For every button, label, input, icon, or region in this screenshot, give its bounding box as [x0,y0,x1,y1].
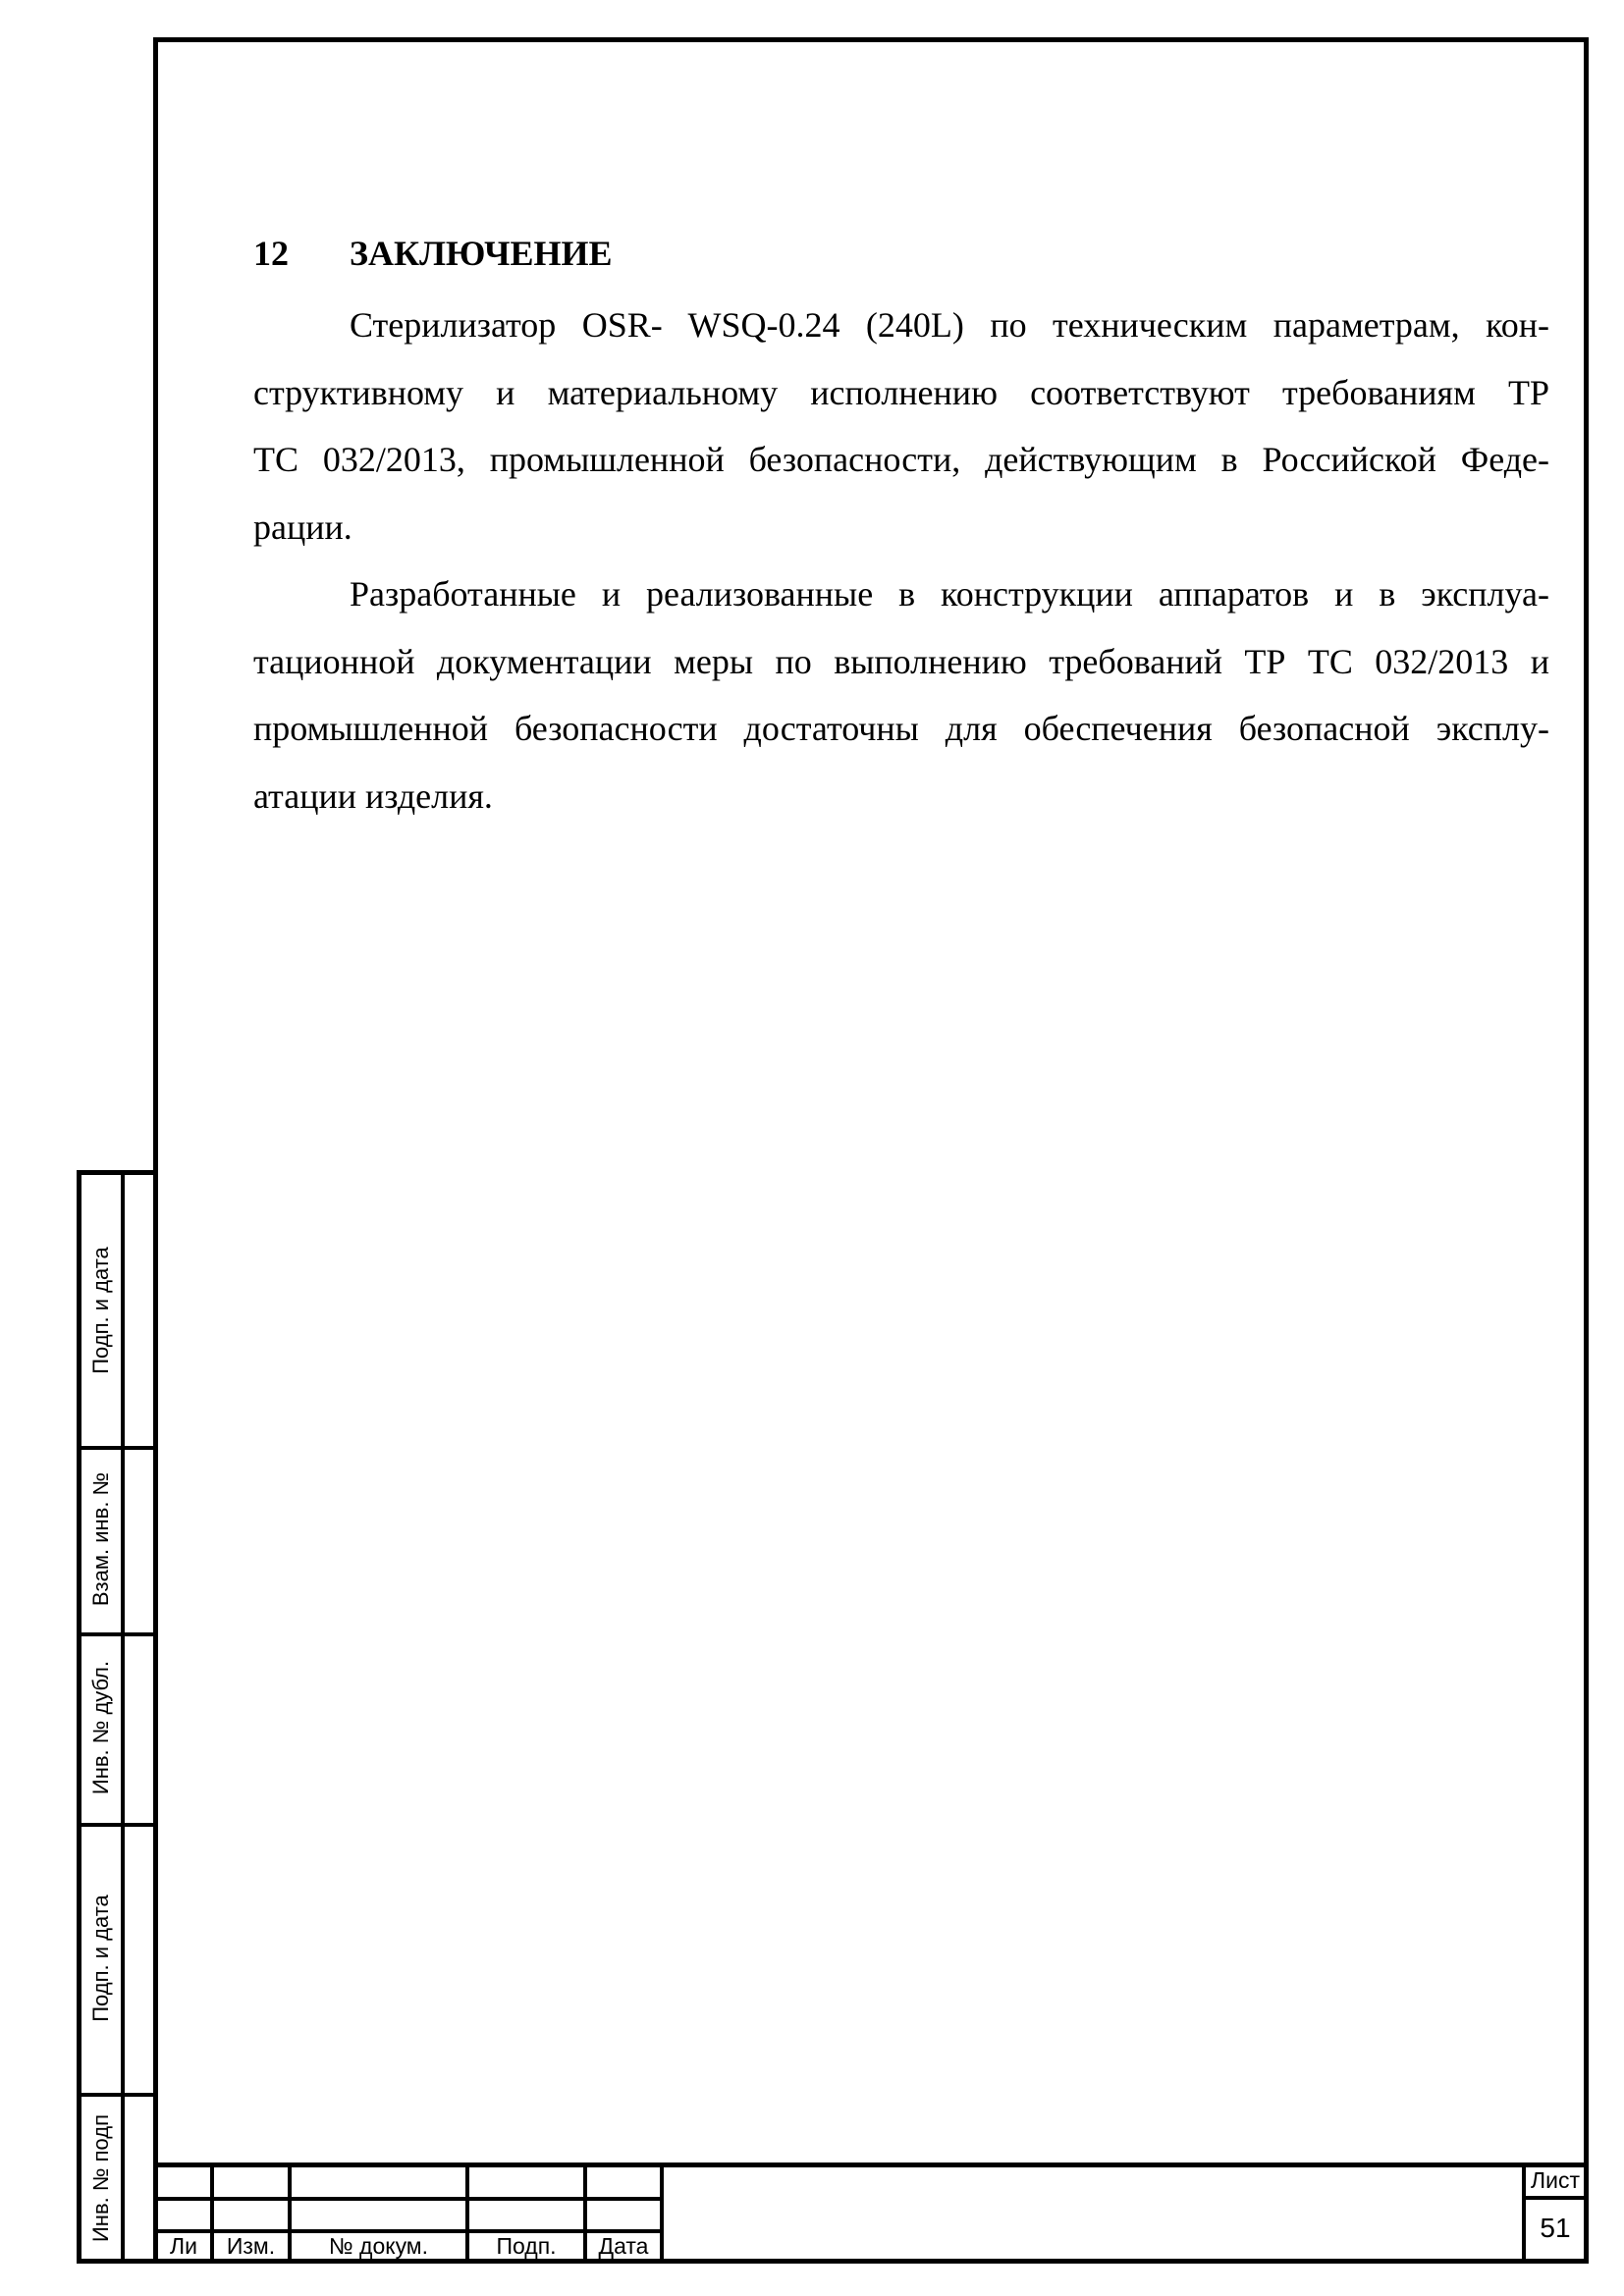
strip-label-replacement-inv: Взам. инв. № [88,1471,113,1607]
paragraph-line: рации. [253,507,352,547]
label-doc-number: № докум. [328,2233,429,2259]
sheet-number: 51 [1540,2213,1571,2243]
margin-strip [77,1170,155,2264]
paragraph-line: Стерилизатор OSR- WSQ-0.24 (240L) по техническим параметрам, кон- [350,305,1549,345]
strip-label-duplicate-inv: Инв. № дубл. [88,1660,113,1795]
document-body [253,229,1549,829]
paragraph-line: промышленной безопасности достаточны для обеспечения безопасной эксплу- [253,709,1549,748]
paragraph-1 [253,292,1549,561]
paragraph-line: тационной документации меры по выполнению требований ТР ТС 032/2013 и [253,641,1549,681]
sheet-cell-line [1522,2196,1589,2200]
label-izm: Изм. [226,2233,276,2259]
paragraph-line: структивному и материальному исполнению соответствуют требованиям ТР [253,372,1549,412]
title-block-top-line [153,2163,1589,2167]
title-block-col-line [660,2163,664,2264]
paragraph-line: атации изделия. [253,775,493,816]
section-title: ЗАКЛЮЧЕНИЕ [350,234,613,273]
title-block-row-line [153,2197,664,2201]
label-signature: Подп. [496,2233,557,2259]
section-heading [253,229,1549,278]
label-sheet: Лист [1531,2167,1580,2193]
strip-label-original-inv: Инв. № подп [88,2113,113,2243]
strip-label-sign-date-2: Подп. и дата [88,1894,113,2022]
section-number: 12 [253,234,289,273]
paragraph-line: ТС 032/2013, промышленной безопасности, действующим в Российской Феде- [253,440,1549,479]
paragraph-2 [253,561,1549,829]
paragraph-line: Разработанные и реализованные в конструкции аппаратов и в эксплуа- [350,574,1549,614]
label-li: Ли [170,2233,197,2259]
strip-label-sign-date: Подп. и дата [88,1247,113,1374]
label-date: Дата [598,2233,649,2259]
